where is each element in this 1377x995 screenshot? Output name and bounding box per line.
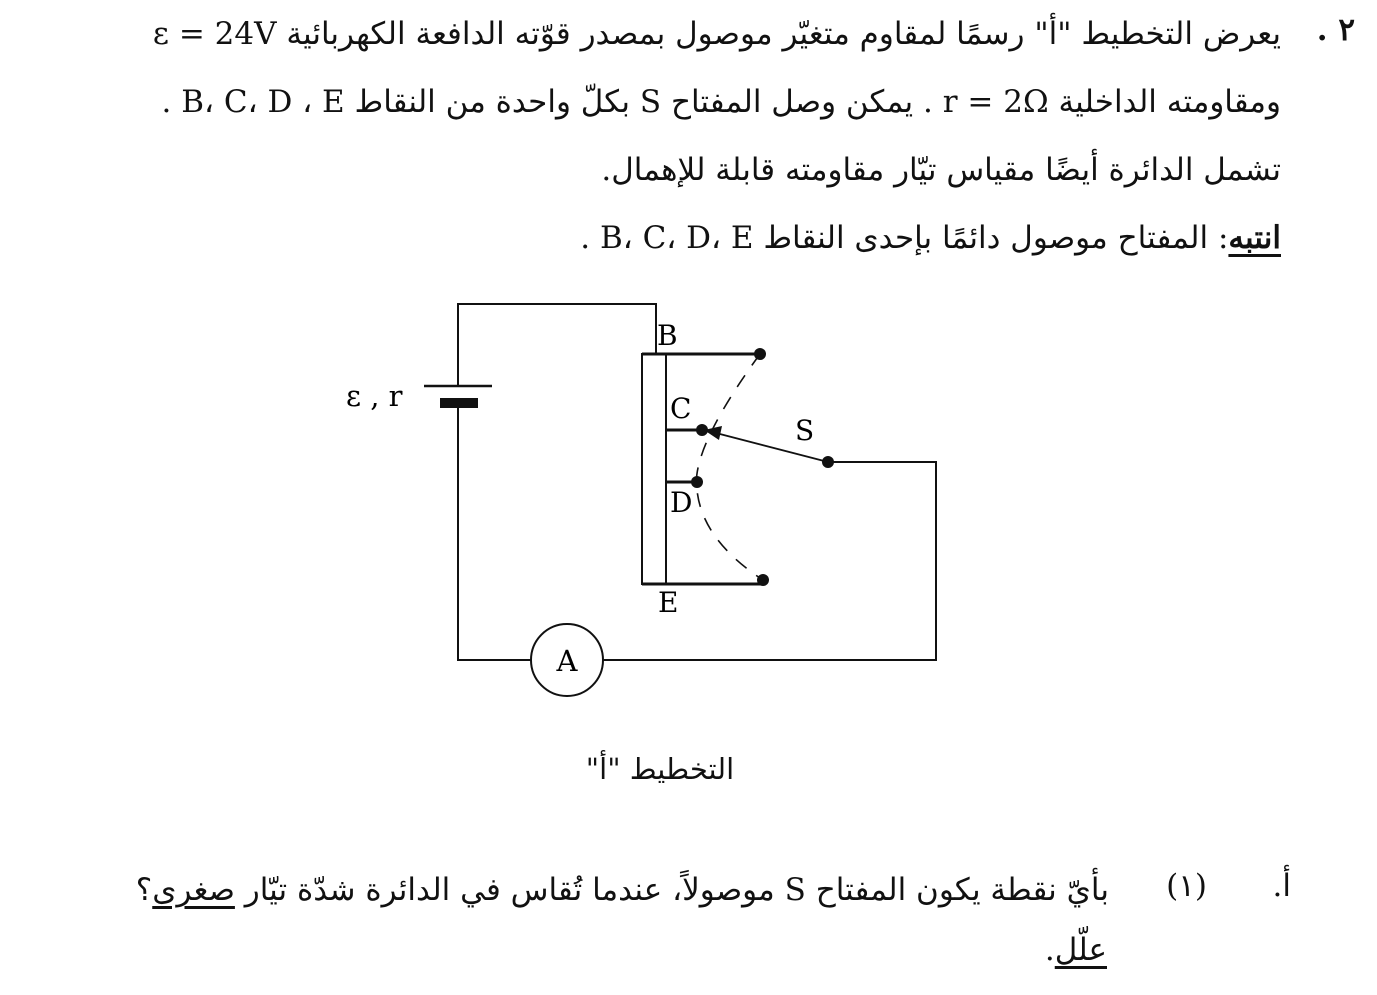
notice-line: [40, 216, 1281, 260]
question-line-3: تشمل الدائرة أيضًا مقياس تيّار مقاومته قابلة للإهمال.: [601, 152, 1281, 188]
wire-top: [458, 304, 656, 386]
source-label: ε , r: [346, 379, 403, 413]
ammeter-label: A: [556, 644, 578, 678]
switch-travel-arc: [696, 354, 763, 580]
label-b: B: [657, 319, 678, 352]
explain-end: .: [1044, 932, 1055, 968]
diagram-caption: التخطيط "أ": [585, 752, 735, 786]
underlined-word: صغرى: [152, 872, 235, 908]
explain-word: علّل: [1054, 932, 1107, 968]
switch-pivot: [822, 456, 834, 468]
wire-left: [458, 408, 531, 660]
notice-text: : المفتاح موصول دائمًا بإحدى النقاط B، C، D، E .: [580, 220, 1229, 256]
label-e: E: [658, 586, 679, 619]
question-line-2: ومقاومته الداخلية r = 2Ω . يمكن وصل المفتاح S بكلّ واحدة من النقاط B، C، D ، E .: [161, 84, 1281, 120]
circuit-diagram: [330, 290, 950, 720]
explain-line: [1045, 932, 1107, 968]
battery-short-plate: [440, 398, 478, 408]
sub-question-label: أ.: [1272, 868, 1291, 904]
sub-question-text: [40, 868, 1109, 912]
question-line-1: يعرض التخطيط "أ" رسمًا لمقاوم متغيّر موصول بمصدر قوّته الدافعة الكهربائية ε = 24V: [152, 16, 1281, 52]
sub-question-number: (١): [1166, 868, 1207, 904]
sub-question-text-after: ؟: [135, 872, 153, 908]
question-number: ٢ .: [1316, 12, 1355, 48]
notice-label: انتبه: [1228, 220, 1281, 256]
label-c: C: [670, 392, 692, 425]
variable-resistor: [642, 354, 666, 584]
label-s: S: [795, 414, 815, 447]
label-d: D: [670, 486, 693, 519]
sub-question-text-before: بأيّ نقطة يكون المفتاح S موصولاً، عندما تُقاس في الدائرة شدّة تيّار: [234, 872, 1109, 908]
